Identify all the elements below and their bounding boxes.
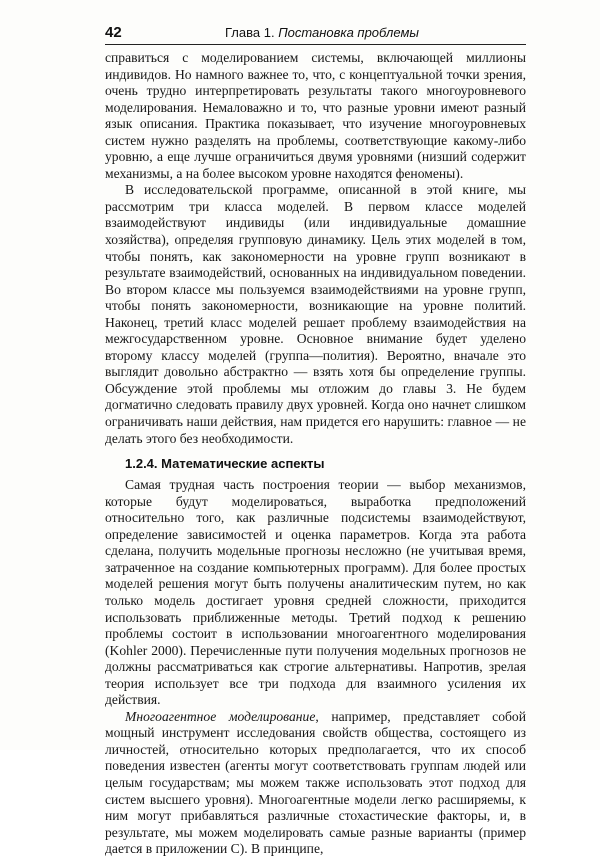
page-body <box>105 50 526 858</box>
paragraph-theory-building: Самая трудная часть построения теории — выбор механизмов, которые будут моделироваться, выработка предположений относительно того, как различные подсистемы взаимодействуют, определение зависимостей и оценка параметров. Когда эта работа сделана, получить модельные прогнозы несложно (не учитывая время, затраченное на создание компьютерных программ). Для более простых моделей решения могут быть получены аналитическим путем, но как только модель достигает уровня средней сложности, приходится использовать приближенные методы. Третий подход к решению проблемы состоит в использовании многоагентного моделирования (Kohler 2000). Перечисленные пути получения модельных прогнозов не должны рассматриваться как строгие альтернативы. Напротив, зрелая теория использует все три подхода для взаимного усиления их действия. <box>105 477 526 708</box>
paragraph-multi-agent-text: , например, представляет собой мощный инструмент исследования свойств общества, состоящего из личностей, относительно которых предполагается, что их способ поведения известен (агенты могут соответствовать группам людей или целым государствам; мы можем также использовать этот подход для систем высшего уровня). Многоагентные модели легко расширяемы, к ним могут прибавляться различные стохастические факторы, и, в результате, мы можем моделировать самые разные варианты (пример дается в приложении C). В принципе, <box>105 708 526 857</box>
term-multi-agent-modeling: Многоагентное моделирование <box>125 708 316 724</box>
section-heading: 1.2.4. Математические аспекты <box>125 456 325 472</box>
header-rule <box>105 44 526 45</box>
chapter-heading <box>225 25 419 40</box>
paragraph-multi-agent <box>105 709 526 858</box>
paragraph-research-program: В исследовательской программе, описанной в этой книге, мы рассмотрим три класса моделей. В первом классе моделей взаимодействуют индивиды (или индивидуальные домашние хозяйства), определяя групповую динамику. Цель этих моделей в том, чтобы понять, как закономерности на уровне групп возникают в результате взаимодействий, основанных на индивидуальном поведении. Во втором классе мы пользуемся взаимодействиями на уровне групп, чтобы понять закономерности, возникающие на уровне политий. Наконец, третий класс моделей решает проблему взаимодействия на межгосударственном уровне. Основное внимание будет уделено второму классу моделей (группа—полития). Вероятно, вначале это выглядит довольно абстрактно — взять хотя бы определение группы. Обсуждение этой проблемы мы отложим до главы 3. Не будем догматично следовать правилу двух уровней. Когда оно начнет слишком ограничивать наши действия, нам придется его нарушить: главное — не делать этого без необходимости. <box>105 182 526 446</box>
running-header <box>105 24 525 44</box>
paragraph-continued: справиться с моделированием системы, включающей миллионы индивидов. Но намного важнее то, что, с концептуальной точки зрения, очень трудно интерпретировать результаты такого многоуровневого моделирования. Немаловажно и то, что разные уровни имеют разный язык описания. Практика показывает, что изучение многоуровневых систем нужно разделять на проблемы, соответствующие какому-либо уровню, а еще лучше ограничиться двумя уровнями (низший содержит механизмы, а на более высоком уровне находятся феномены). <box>105 50 526 181</box>
chapter-label: Глава 1. <box>225 25 275 40</box>
page-number: 42 <box>105 24 122 41</box>
chapter-title: Постановка проблемы <box>278 25 419 40</box>
